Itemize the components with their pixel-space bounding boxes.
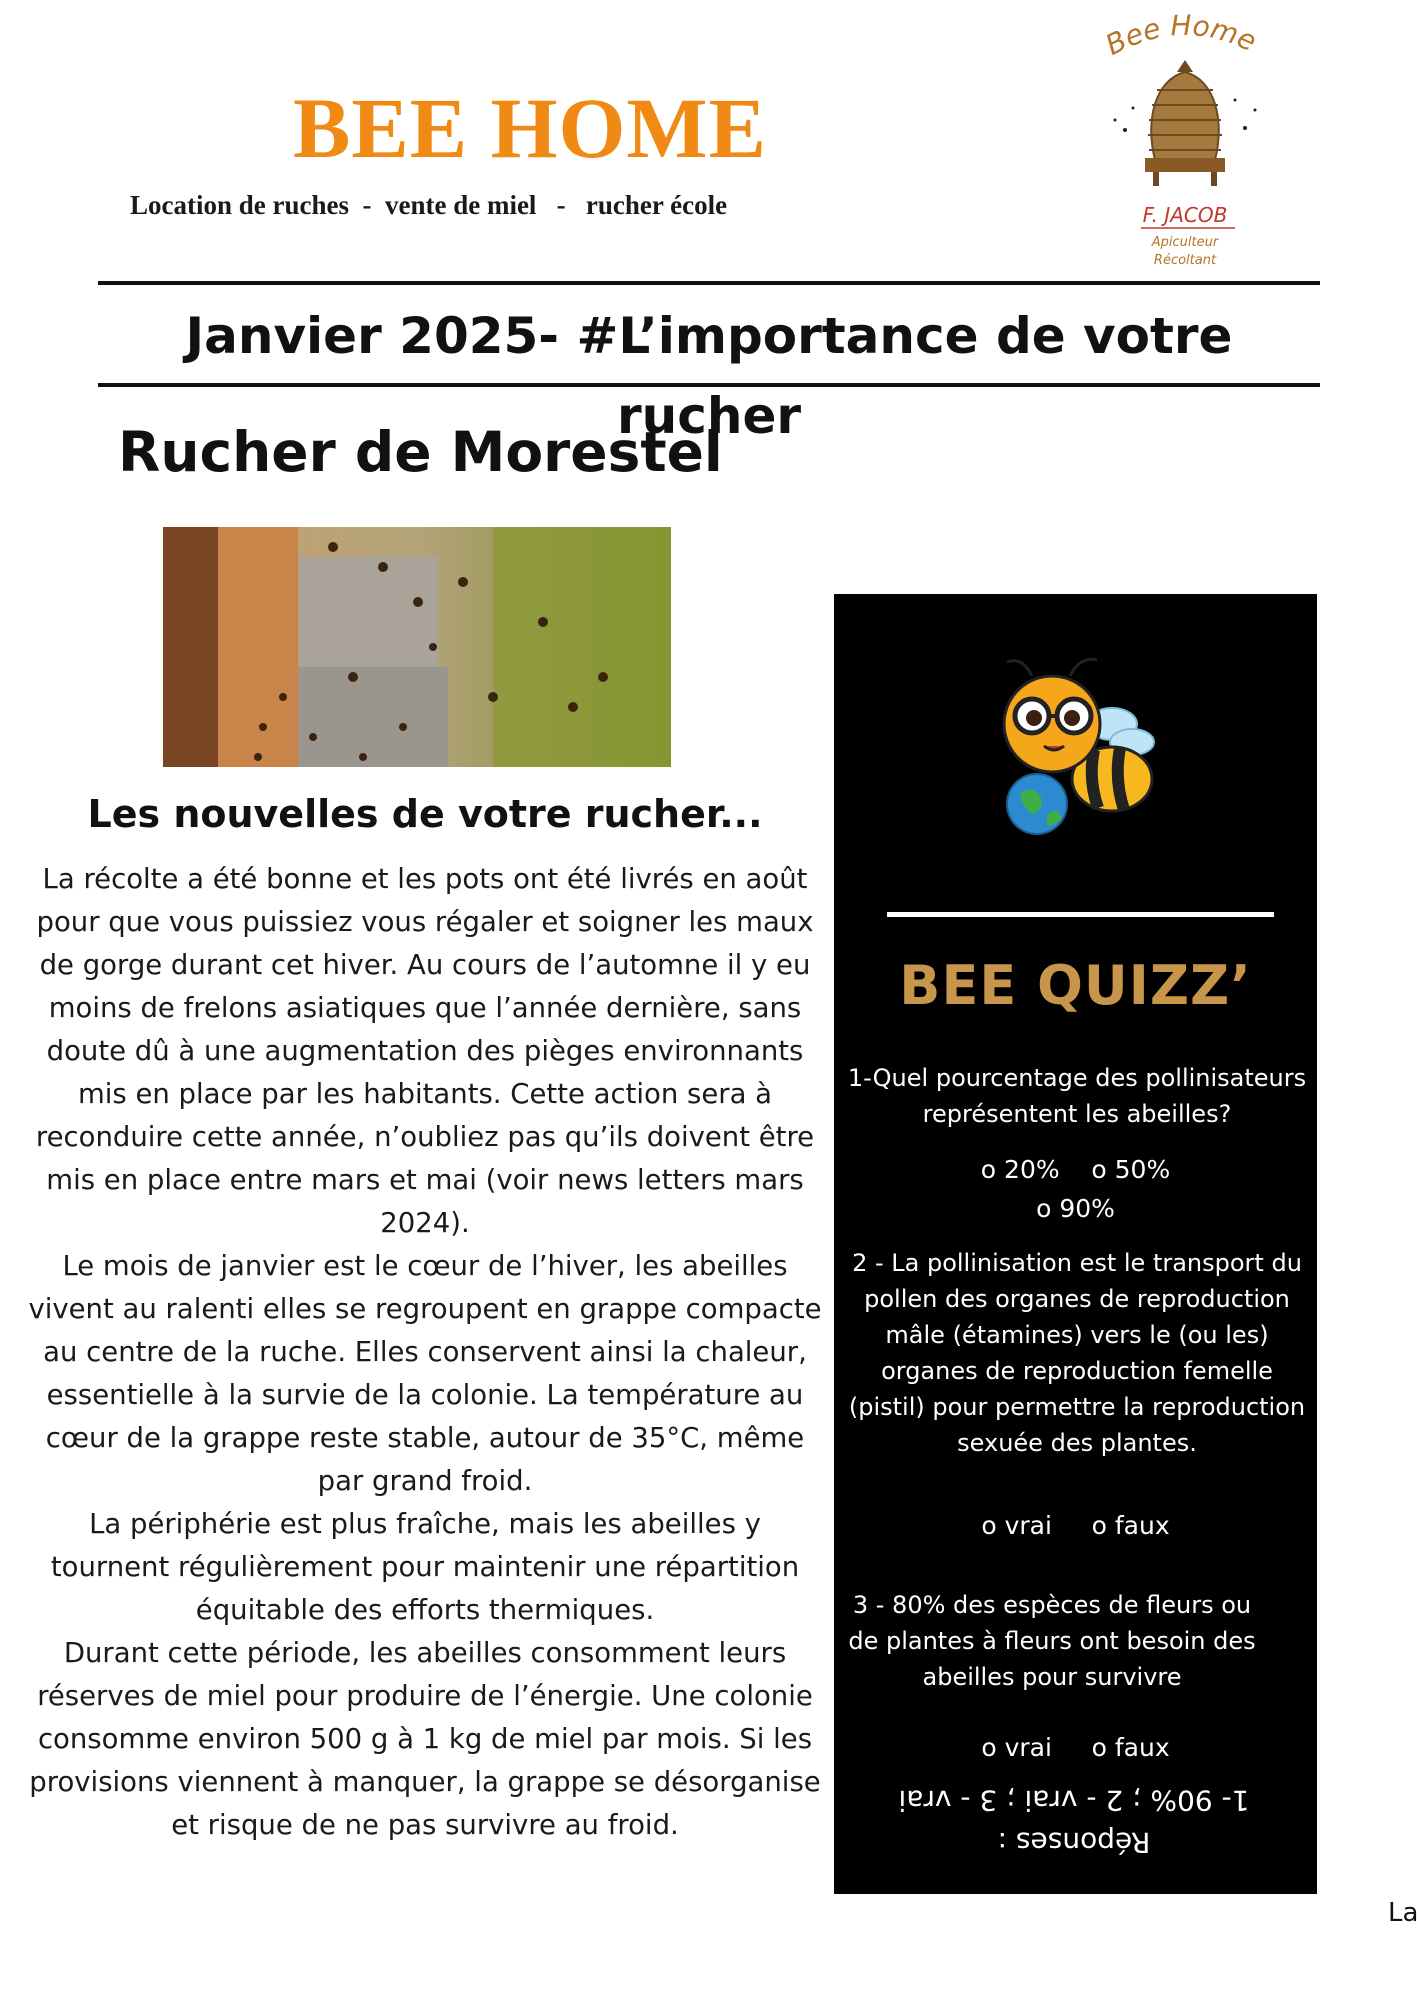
quiz-divider xyxy=(887,912,1274,917)
quiz-options-1: o 20% o 50% xyxy=(980,1155,1171,1184)
quiz-question-2: 2 - La pollinisation est le transport du pollen des organes de reproduction mâle (étamines) vers le (ou les) organes de reproduction femelle (pistil) pour permettre la reproduction sexuée des plantes. xyxy=(848,1249,1306,1457)
svg-text:Bee Home: Bee Home xyxy=(1100,10,1262,62)
svg-text:Apiculteur: Apiculteur xyxy=(1151,235,1219,250)
answers-text: 1- 90% ; 2 - vrai ; 3 - vrai xyxy=(898,1784,1250,1817)
news-paragraph: La récolte a été bonne et les pots ont été livrés en août pour que vous puissiez vous régaler et soigner les maux de gorge durant cet hiver. Au cours de l’automne il y eu moins de frelons asiatiques que l’année dernière, sans doute dû à une augmentation des pièges environnants mis en place par les habitants. Cette action sera à reconduire cette année, n’oubliez pas qu’ils doivent être mis en place entre mars et mai (voir news letters mars 2024). xyxy=(35,863,815,1239)
svg-text:Récoltant: Récoltant xyxy=(1153,253,1217,268)
quiz-answers-upside-down xyxy=(874,1779,1274,1863)
quiz-panel xyxy=(834,594,1317,1894)
skep-hive-icon xyxy=(1145,60,1225,186)
svg-text:F. JACOB: F. JACOB xyxy=(1142,203,1228,227)
quiz-question-1: 1-Quel pourcentage des pollinisateurs représentent les abeilles? xyxy=(847,1064,1307,1128)
bee-mascot-icon xyxy=(982,654,1182,854)
news-paragraph: La périphérie est plus fraîche, mais les abeilles y tournent régulièrement pour maintenir une répartition équitable des efforts thermiques. xyxy=(50,1508,800,1626)
bottom-rule xyxy=(98,383,1320,387)
bee-home-logo xyxy=(1085,10,1285,275)
top-rule xyxy=(98,281,1320,285)
issue-title: Janvier 2025- #L’importance de votre rucher xyxy=(185,307,1233,445)
news-heading: Les nouvelles de votre rucher... xyxy=(87,792,763,836)
quiz-options-1b: o 90% xyxy=(1036,1194,1115,1223)
beehive-photo xyxy=(163,527,671,767)
brand-title: BEE HOME xyxy=(293,80,767,176)
quiz-options-2: o vrai o faux xyxy=(981,1511,1170,1540)
news-paragraph: Le mois de janvier est le cœur de l’hiver, les abeilles vivent au ralenti elles se regroupent en grappe compacte au centre de la ruche. Elles conservent ainsi la chaleur, essentielle à la survie de la colonie. La température au cœur de la grappe reste stable, autour de 35°C, même par grand froid. xyxy=(28,1250,822,1497)
quiz-title: BEE QUIZZ’ xyxy=(899,954,1252,1017)
brand-tagline: Location de ruches - vente de miel - rucher école xyxy=(130,190,728,220)
news-body xyxy=(28,858,822,1847)
quiz-options-3: o vrai o faux xyxy=(981,1733,1170,1762)
quiz-question-3: 3 - 80% des espèces de fleurs ou de plantes à fleurs ont besoin des abeilles pour survivre xyxy=(848,1591,1256,1691)
answers-label: Réponses : xyxy=(997,1826,1151,1859)
section-title: Rucher de Morestel xyxy=(118,420,723,484)
cut-off-text: La xyxy=(1388,1898,1418,1928)
news-paragraph: Durant cette période, les abeilles consomment leurs réserves de miel pour produire de l’énergie. Une colonie consomme environ 500 g à 1 kg de miel par mois. Si les provisions viennent à manquer, la grappe se désorganise et risque de ne pas survivre au froid. xyxy=(29,1637,821,1841)
